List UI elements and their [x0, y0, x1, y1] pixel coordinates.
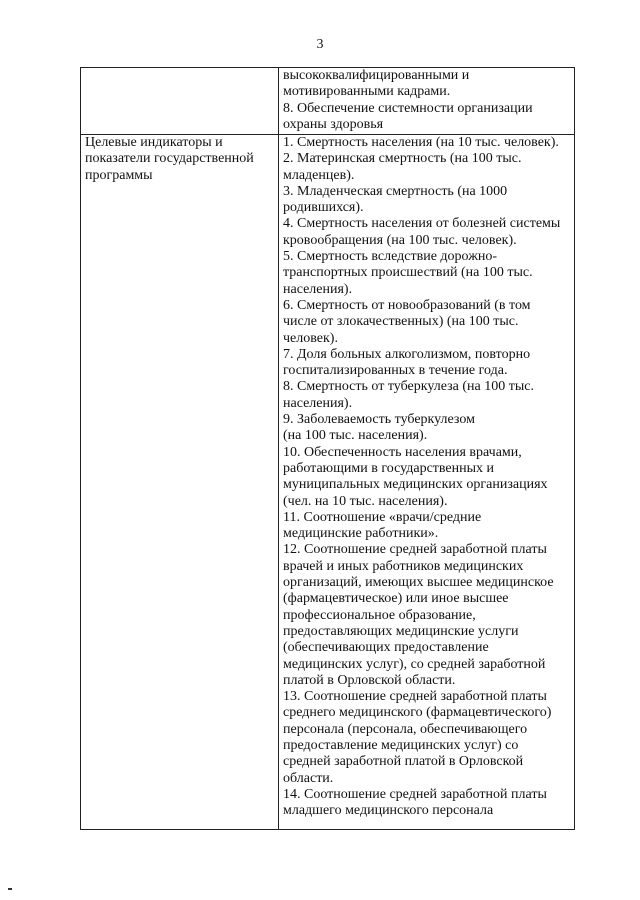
- indicators-list-cell: [279, 135, 575, 830]
- text-line: (на 100 тыс. населения).: [283, 428, 428, 444]
- text-line: среднего медицинского (фармацевтического): [283, 705, 552, 721]
- text-line: транспортных происшествий (на 100 тыс.: [283, 265, 533, 281]
- text-line: персонала (персонала, обеспечивающего: [283, 721, 528, 737]
- text-line: числе от злокачественных) (на 100 тыс.: [283, 314, 519, 330]
- text-line: 5. Смертность вследствие дорожно-: [283, 249, 498, 265]
- text-line: врачей и иных работников медицинских: [283, 558, 524, 574]
- text-line: 10. Обеспеченность населения врачами,: [283, 444, 522, 460]
- indicators-label-cell: [81, 135, 279, 830]
- text-line: Целевые индикаторы и: [85, 135, 223, 150]
- text-line: родившихся).: [283, 200, 364, 216]
- text-line: (обеспечивающих предоставление: [283, 640, 489, 656]
- text-line: профессиональное образование,: [283, 607, 476, 623]
- text-line: 11. Соотношение «врачи/средние: [283, 509, 482, 525]
- text-line: 13. Соотношение средней заработной платы: [283, 689, 547, 705]
- text-line: медицинские работники».: [283, 526, 439, 542]
- page-number: 3: [316, 37, 324, 52]
- text-line: 1. Смертность населения (на 10 тыс. человек).: [283, 135, 559, 150]
- text-line: предоставляющих медицинские услуги: [283, 623, 519, 639]
- text-line: средней заработной платой в Орловской: [283, 754, 524, 770]
- table-row: [81, 68, 575, 135]
- text-line: 3. Младенческая смертность (на 1000: [283, 183, 508, 199]
- text-line: человек).: [283, 330, 338, 346]
- text-line: населения).: [283, 281, 353, 297]
- row-label-cell-empty: [81, 68, 279, 135]
- text-line: мотивированными кадрами.: [283, 84, 451, 100]
- text-line: (фармацевтическое) или иное высшее: [283, 591, 509, 607]
- text-line: организаций, имеющих высшее медицинское: [283, 575, 554, 591]
- text-line: показатели государственной: [85, 151, 254, 167]
- text-line: программы: [85, 167, 153, 183]
- text-line: населения).: [283, 395, 353, 411]
- text-line: 7. Доля больных алкоголизмом, повторно: [283, 346, 531, 362]
- text-line: муниципальных медицинских организациях: [283, 477, 548, 493]
- tasks-lines: [283, 68, 571, 133]
- text-line: 4. Смертность населения от болезней системы: [283, 216, 561, 232]
- text-line: 12. Соотношение средней заработной платы: [283, 542, 547, 558]
- indicators-label-lines: [85, 135, 275, 184]
- text-line: госпитализированных в течение года.: [283, 363, 508, 379]
- text-line: кровообращения (на 100 тыс. человек).: [283, 232, 517, 248]
- text-line: предоставление медицинских услуг) со: [283, 737, 519, 753]
- indicators-lines: [283, 135, 571, 819]
- text-line: 8. Обеспечение системности организации: [283, 100, 533, 116]
- text-line: области.: [283, 770, 334, 786]
- text-line: 8. Смертность от туберкулеза (на 100 тыс.: [283, 379, 534, 395]
- text-line: 14. Соотношение средней заработной платы: [283, 786, 547, 802]
- text-line: платой в Орловской области.: [283, 672, 456, 688]
- text-line: медицинских услуг), со средней заработной: [283, 656, 546, 672]
- text-line: младшего медицинского персонала: [283, 803, 494, 819]
- text-line: 9. Заболеваемость туберкулезом: [283, 412, 475, 428]
- text-line: работающими в государственных и: [283, 460, 495, 476]
- program-passport-table: [80, 67, 575, 830]
- text-line: младенцев).: [283, 167, 355, 183]
- text-line: 2. Материнская смертность (на 100 тыс.: [283, 151, 522, 167]
- scan-artifact-mark: [8, 888, 12, 890]
- text-line: 6. Смертность от новообразований (в том: [283, 297, 531, 313]
- text-line: (чел. на 10 тыс. населения).: [283, 493, 448, 509]
- text-line: высококвалифицированными и: [283, 68, 470, 83]
- tasks-continuation-cell: [279, 68, 575, 135]
- text-line: охраны здоровья: [283, 116, 384, 132]
- table-row: [81, 135, 575, 830]
